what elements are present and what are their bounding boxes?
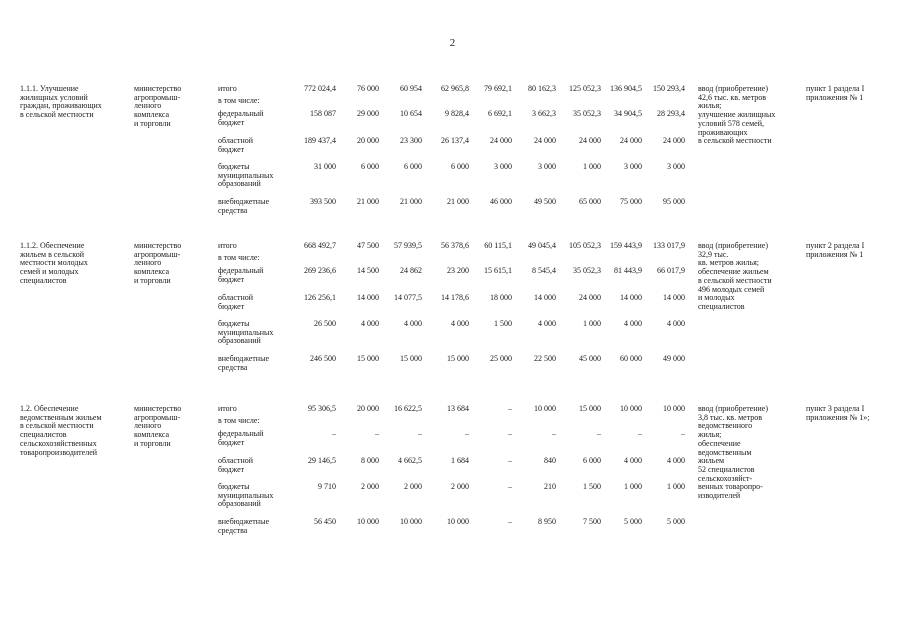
reference-note: пункт 2 раздела I приложения № 1 xyxy=(806,241,865,259)
funding-source-label: в том числе: xyxy=(218,416,260,425)
funding-value-cell: 4 000 xyxy=(624,456,642,465)
funding-value-cell: 14 000 xyxy=(357,293,379,302)
expected-result: ввод (приобретение) 3,8 тыс. кв. метров ведомственного жилья; обеспечение ведомственным жильем 52 специалистов сельскохозяйст- венных товаропро- изводителей xyxy=(698,404,769,501)
funding-value-cell: 15 000 xyxy=(579,404,601,413)
funding-value-cell: 24 862 xyxy=(400,266,422,275)
funding-value-cell: 60 115,1 xyxy=(484,241,512,250)
funding-value-cell: 4 000 xyxy=(404,319,422,328)
funding-value-cell: – xyxy=(638,429,642,438)
funding-value-cell: 105 052,3 xyxy=(569,241,601,250)
funding-value-cell: 10 000 xyxy=(357,517,379,526)
funding-value-cell: 24 000 xyxy=(663,136,685,145)
funding-value-cell: 10 000 xyxy=(400,517,422,526)
funding-value-cell: 1 500 xyxy=(494,319,512,328)
funding-value-cell: 772 024,4 xyxy=(304,84,336,93)
funding-value-cell: 136 904,5 xyxy=(610,84,642,93)
reference-note: пункт 1 раздела I приложения № 1 xyxy=(806,84,865,102)
funding-value-cell: 29 146,5 xyxy=(308,456,336,465)
funding-value-cell: – xyxy=(508,517,512,526)
funding-value-cell: 269 236,6 xyxy=(304,266,336,275)
activity-name: 1.1.1. Улучшение жилищных условий граждан, проживающих в сельской местности xyxy=(20,84,102,120)
funding-value-cell: 8 545,4 xyxy=(532,266,556,275)
funding-value-cell: 24 000 xyxy=(534,136,556,145)
funding-value-cell: 1 500 xyxy=(583,482,601,491)
funding-value-cell: 62 965,8 xyxy=(441,84,469,93)
funding-value-cell: – xyxy=(418,429,422,438)
funding-value-cell: 6 000 xyxy=(451,162,469,171)
funding-source-label: бюджеты муниципальных образований xyxy=(218,482,274,509)
funding-value-cell: 18 000 xyxy=(490,293,512,302)
funding-value-cell: 23 200 xyxy=(447,266,469,275)
funding-value-cell: 5 000 xyxy=(667,517,685,526)
expected-result: ввод (приобретение) 42,6 тыс. кв. метров жилья; улучшение жилищных условий 578 семей, проживающих в сельской местности xyxy=(698,84,776,146)
funding-value-cell: 20 000 xyxy=(357,404,379,413)
funding-value-cell: 158 087 xyxy=(310,109,336,118)
funding-value-cell: 4 000 xyxy=(538,319,556,328)
funding-value-cell: – xyxy=(508,456,512,465)
funding-value-cell: 14 077,5 xyxy=(394,293,422,302)
funding-value-cell: 31 000 xyxy=(314,162,336,171)
funding-value-cell: 4 000 xyxy=(667,456,685,465)
funding-value-cell: 16 622,5 xyxy=(394,404,422,413)
funding-value-cell: 14 000 xyxy=(620,293,642,302)
expected-result: ввод (приобретение) 32,9 тыс. кв. метров жилья; обеспечение жильем в сельской местности 496 молодых семей и молодых специалистов xyxy=(698,241,772,311)
funding-value-cell: 34 904,5 xyxy=(614,109,642,118)
funding-value-cell: 24 000 xyxy=(579,136,601,145)
funding-value-cell: 7 500 xyxy=(583,517,601,526)
funding-value-cell: 26 137,4 xyxy=(441,136,469,145)
funding-value-cell: – xyxy=(332,429,336,438)
funding-value-cell: 8 000 xyxy=(361,456,379,465)
funding-value-cell: 10 000 xyxy=(620,404,642,413)
funding-value-cell: 24 000 xyxy=(490,136,512,145)
funding-value-cell: 23 300 xyxy=(400,136,422,145)
funding-value-cell: 15 000 xyxy=(400,354,422,363)
executor-name: министерство агропромыш- ленного комплекса и торговли xyxy=(134,84,182,128)
funding-value-cell: 35 052,3 xyxy=(573,266,601,275)
funding-value-cell: 14 000 xyxy=(534,293,556,302)
funding-value-cell: 49 500 xyxy=(534,197,556,206)
funding-value-cell: 840 xyxy=(544,456,556,465)
funding-value-cell: – xyxy=(508,482,512,491)
funding-source-label: итого xyxy=(218,84,237,93)
funding-value-cell: 6 000 xyxy=(361,162,379,171)
funding-value-cell: 21 000 xyxy=(447,197,469,206)
funding-value-cell: 6 000 xyxy=(583,456,601,465)
funding-value-cell: 24 000 xyxy=(579,293,601,302)
funding-value-cell: 57 939,5 xyxy=(394,241,422,250)
page-number: 2 xyxy=(449,37,456,49)
funding-value-cell: 2 000 xyxy=(361,482,379,491)
funding-source-label: областной бюджет xyxy=(218,456,254,474)
funding-value-cell: 13 684 xyxy=(447,404,469,413)
funding-source-label: федеральный бюджет xyxy=(218,266,264,284)
funding-source-label: областной бюджет xyxy=(218,136,254,154)
funding-value-cell: 189 437,4 xyxy=(304,136,336,145)
funding-value-cell: 76 000 xyxy=(357,84,379,93)
funding-source-label: внебюджетные средства xyxy=(218,354,269,372)
funding-value-cell: 4 000 xyxy=(667,319,685,328)
reference-note: пункт 3 раздела I приложения № 1»; xyxy=(806,404,870,422)
funding-value-cell: 4 000 xyxy=(624,319,642,328)
funding-value-cell: 3 000 xyxy=(494,162,512,171)
funding-value-cell: 2 000 xyxy=(451,482,469,491)
funding-value-cell: 9 710 xyxy=(318,482,336,491)
funding-value-cell: – xyxy=(552,429,556,438)
funding-value-cell: 24 000 xyxy=(620,136,642,145)
funding-value-cell: 28 293,4 xyxy=(657,109,685,118)
funding-value-cell: 3 000 xyxy=(624,162,642,171)
funding-value-cell: 25 000 xyxy=(490,354,512,363)
funding-value-cell: 150 293,4 xyxy=(653,84,685,93)
funding-value-cell: 21 000 xyxy=(400,197,422,206)
funding-value-cell: – xyxy=(465,429,469,438)
funding-value-cell: 49 045,4 xyxy=(528,241,556,250)
funding-value-cell: 95 000 xyxy=(663,197,685,206)
funding-value-cell: 81 443,9 xyxy=(614,266,642,275)
funding-value-cell: 126 256,1 xyxy=(304,293,336,302)
funding-value-cell: 3 000 xyxy=(667,162,685,171)
funding-value-cell: 10 000 xyxy=(663,404,685,413)
funding-value-cell: 159 443,9 xyxy=(610,241,642,250)
funding-value-cell: 47 500 xyxy=(357,241,379,250)
funding-value-cell: 10 000 xyxy=(534,404,556,413)
funding-value-cell: 15 000 xyxy=(357,354,379,363)
funding-value-cell: 9 828,4 xyxy=(445,109,469,118)
executor-name: министерство агропромыш- ленного комплекса и торговли xyxy=(134,241,182,285)
funding-value-cell: – xyxy=(681,429,685,438)
funding-source-label: итого xyxy=(218,241,237,250)
funding-value-cell: 1 000 xyxy=(624,482,642,491)
activity-name: 1.2. Обеспечение ведомственным жильем в сельской местности специалистов сельскохозяйственных товаропроизводителей xyxy=(20,404,102,457)
funding-value-cell: 4 000 xyxy=(451,319,469,328)
funding-value-cell: 3 662,3 xyxy=(532,109,556,118)
funding-value-cell: 79 692,1 xyxy=(484,84,512,93)
funding-value-cell: 10 654 xyxy=(400,109,422,118)
funding-value-cell: 5 000 xyxy=(624,517,642,526)
funding-value-cell: 15 615,1 xyxy=(484,266,512,275)
funding-value-cell: 56 450 xyxy=(314,517,336,526)
funding-source-label: федеральный бюджет xyxy=(218,109,264,127)
funding-value-cell: 8 950 xyxy=(538,517,556,526)
executor-name: министерство агропромыш- ленного комплекса и торговли xyxy=(134,404,182,448)
funding-value-cell: 6 692,1 xyxy=(488,109,512,118)
funding-value-cell: 95 306,5 xyxy=(308,404,336,413)
funding-value-cell: 10 000 xyxy=(447,517,469,526)
funding-value-cell: 1 000 xyxy=(583,319,601,328)
funding-value-cell: 6 000 xyxy=(404,162,422,171)
funding-value-cell: 21 000 xyxy=(357,197,379,206)
funding-value-cell: – xyxy=(375,429,379,438)
funding-value-cell: 668 492,7 xyxy=(304,241,336,250)
funding-value-cell: 1 000 xyxy=(667,482,685,491)
funding-source-label: итого xyxy=(218,404,237,413)
funding-value-cell: 46 000 xyxy=(490,197,512,206)
funding-source-label: в том числе: xyxy=(218,253,260,262)
funding-value-cell: 125 052,3 xyxy=(569,84,601,93)
funding-value-cell: 75 000 xyxy=(620,197,642,206)
funding-value-cell: 80 162,3 xyxy=(528,84,556,93)
funding-value-cell: 133 017,9 xyxy=(653,241,685,250)
funding-value-cell: – xyxy=(597,429,601,438)
funding-value-cell: 15 000 xyxy=(447,354,469,363)
funding-value-cell: 22 500 xyxy=(534,354,556,363)
funding-value-cell: 2 000 xyxy=(404,482,422,491)
funding-source-label: бюджеты муниципальных образований xyxy=(218,162,274,189)
funding-value-cell: 1 000 xyxy=(583,162,601,171)
funding-value-cell: 4 000 xyxy=(361,319,379,328)
funding-value-cell: 66 017,9 xyxy=(657,266,685,275)
funding-value-cell: 26 500 xyxy=(314,319,336,328)
funding-value-cell: 393 500 xyxy=(310,197,336,206)
funding-source-label: областной бюджет xyxy=(218,293,254,311)
funding-value-cell: 1 684 xyxy=(451,456,469,465)
funding-value-cell: 14 000 xyxy=(663,293,685,302)
funding-source-label: бюджеты муниципальных образований xyxy=(218,319,274,346)
funding-value-cell: 56 378,6 xyxy=(441,241,469,250)
funding-value-cell: 35 052,3 xyxy=(573,109,601,118)
activity-name: 1.1.2. Обеспечение жильем в сельской местности молодых семей и молодых специалистов xyxy=(20,241,88,285)
funding-source-label: внебюджетные средства xyxy=(218,517,269,535)
funding-value-cell: 14 500 xyxy=(357,266,379,275)
funding-value-cell: 60 000 xyxy=(620,354,642,363)
funding-value-cell: – xyxy=(508,429,512,438)
funding-value-cell: 246 500 xyxy=(310,354,336,363)
funding-source-label: в том числе: xyxy=(218,96,260,105)
funding-value-cell: – xyxy=(508,404,512,413)
funding-value-cell: 4 662,5 xyxy=(398,456,422,465)
funding-value-cell: 29 000 xyxy=(357,109,379,118)
funding-source-label: внебюджетные средства xyxy=(218,197,269,215)
funding-value-cell: 45 000 xyxy=(579,354,601,363)
funding-value-cell: 14 178,6 xyxy=(441,293,469,302)
funding-value-cell: 49 000 xyxy=(663,354,685,363)
funding-value-cell: 3 000 xyxy=(538,162,556,171)
funding-value-cell: 210 xyxy=(544,482,556,491)
funding-value-cell: 20 000 xyxy=(357,136,379,145)
funding-value-cell: 60 954 xyxy=(400,84,422,93)
funding-value-cell: 65 000 xyxy=(579,197,601,206)
funding-source-label: федеральный бюджет xyxy=(218,429,264,447)
